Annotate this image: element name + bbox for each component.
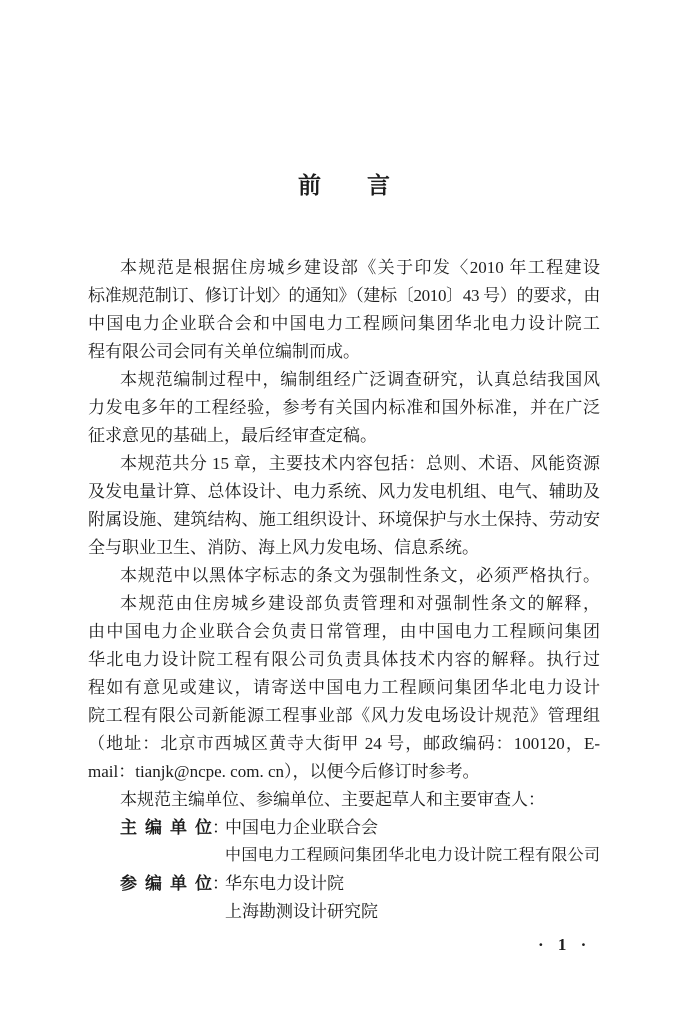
paragraph-line: mail：tianjk@ncpe. com. cn），以便今后修订时参考。 xyxy=(88,762,480,781)
paragraph-line: 本规范是根据住房城乡建设部《关于印发〈2010 年工程建设 xyxy=(120,258,600,277)
unit-name: 中国电力工程顾问集团华北电力设计院工程有限公司 xyxy=(225,847,600,864)
paragraph-line: 中国电力企业联合会和中国电力工程顾问集团华北电力设计院工 xyxy=(88,314,600,333)
paragraph-line: 院工程有限公司新能源工程事业部《风力发电场设计规范》管理组 xyxy=(88,706,600,725)
unit-name: 中国电力企业联合会 xyxy=(225,818,378,837)
paragraph-line: 本规范主编单位、参编单位、主要起草人和主要审查人： xyxy=(120,790,545,809)
paragraph-line: 本规范编制过程中，编制组经广泛调查研究，认真总结我国风 xyxy=(120,370,600,389)
paragraph-line: 程有限公司会同有关单位编制而成。 xyxy=(88,342,360,361)
page-title: 前言 xyxy=(298,172,436,198)
paragraph-line: 全与职业卫生、消防、海上风力发电场、信息系统。 xyxy=(88,538,479,557)
paragraph-line: 附属设施、建筑结构、施工组织设计、环境保护与水土保持、劳动安 xyxy=(88,510,600,529)
paragraph-line: 本规范中以黑体字标志的条文为强制性条文，必须严格执行。 xyxy=(120,566,600,585)
unit-label: 主编单位 xyxy=(120,818,212,837)
chief-editor-unit-row xyxy=(88,814,600,842)
paragraph-line: 本规范共分 15 章，主要技术内容包括：总则、术语、风能资源 xyxy=(120,454,600,473)
paragraph-line: 标准规范制订、修订计划〉的通知》（建标〔2010〕43 号）的要求，由 xyxy=(88,286,600,305)
paragraph-line: 征求意见的基础上，最后经审查定稿。 xyxy=(88,426,377,445)
unit-separator: ： xyxy=(212,818,229,837)
unit-separator: ： xyxy=(212,874,229,893)
paragraph-line: （地址：北京市西城区黄寺大街甲 24 号，邮政编码：100120，E- xyxy=(88,734,600,753)
unit-label: 参编单位 xyxy=(120,874,212,893)
page-number: · 1 · xyxy=(538,935,592,954)
paragraph-line: 本规范由住房城乡建设部负责管理和对强制性条文的解释， xyxy=(120,594,600,613)
preface-body xyxy=(88,254,600,926)
paragraph-line: 华北电力设计院工程有限公司负责具体技术内容的解释。执行过 xyxy=(88,650,600,669)
unit-name: 华东电力设计院 xyxy=(225,874,344,893)
paragraph-line: 力发电多年的工程经验，参考有关国内标准和国外标准，并在广泛 xyxy=(88,398,600,417)
paragraph-line: 及发电量计算、总体设计、电力系统、风力发电机组、电气、辅助及 xyxy=(88,482,600,501)
paragraph-line: 由中国电力企业联合会负责日常管理，由中国电力工程顾问集团 xyxy=(88,622,600,641)
participating-unit-row xyxy=(88,870,600,898)
unit-name: 上海勘测设计研究院 xyxy=(225,902,378,921)
paragraph-line: 程如有意见或建议，请寄送中国电力工程顾问集团华北电力设计 xyxy=(88,678,600,697)
